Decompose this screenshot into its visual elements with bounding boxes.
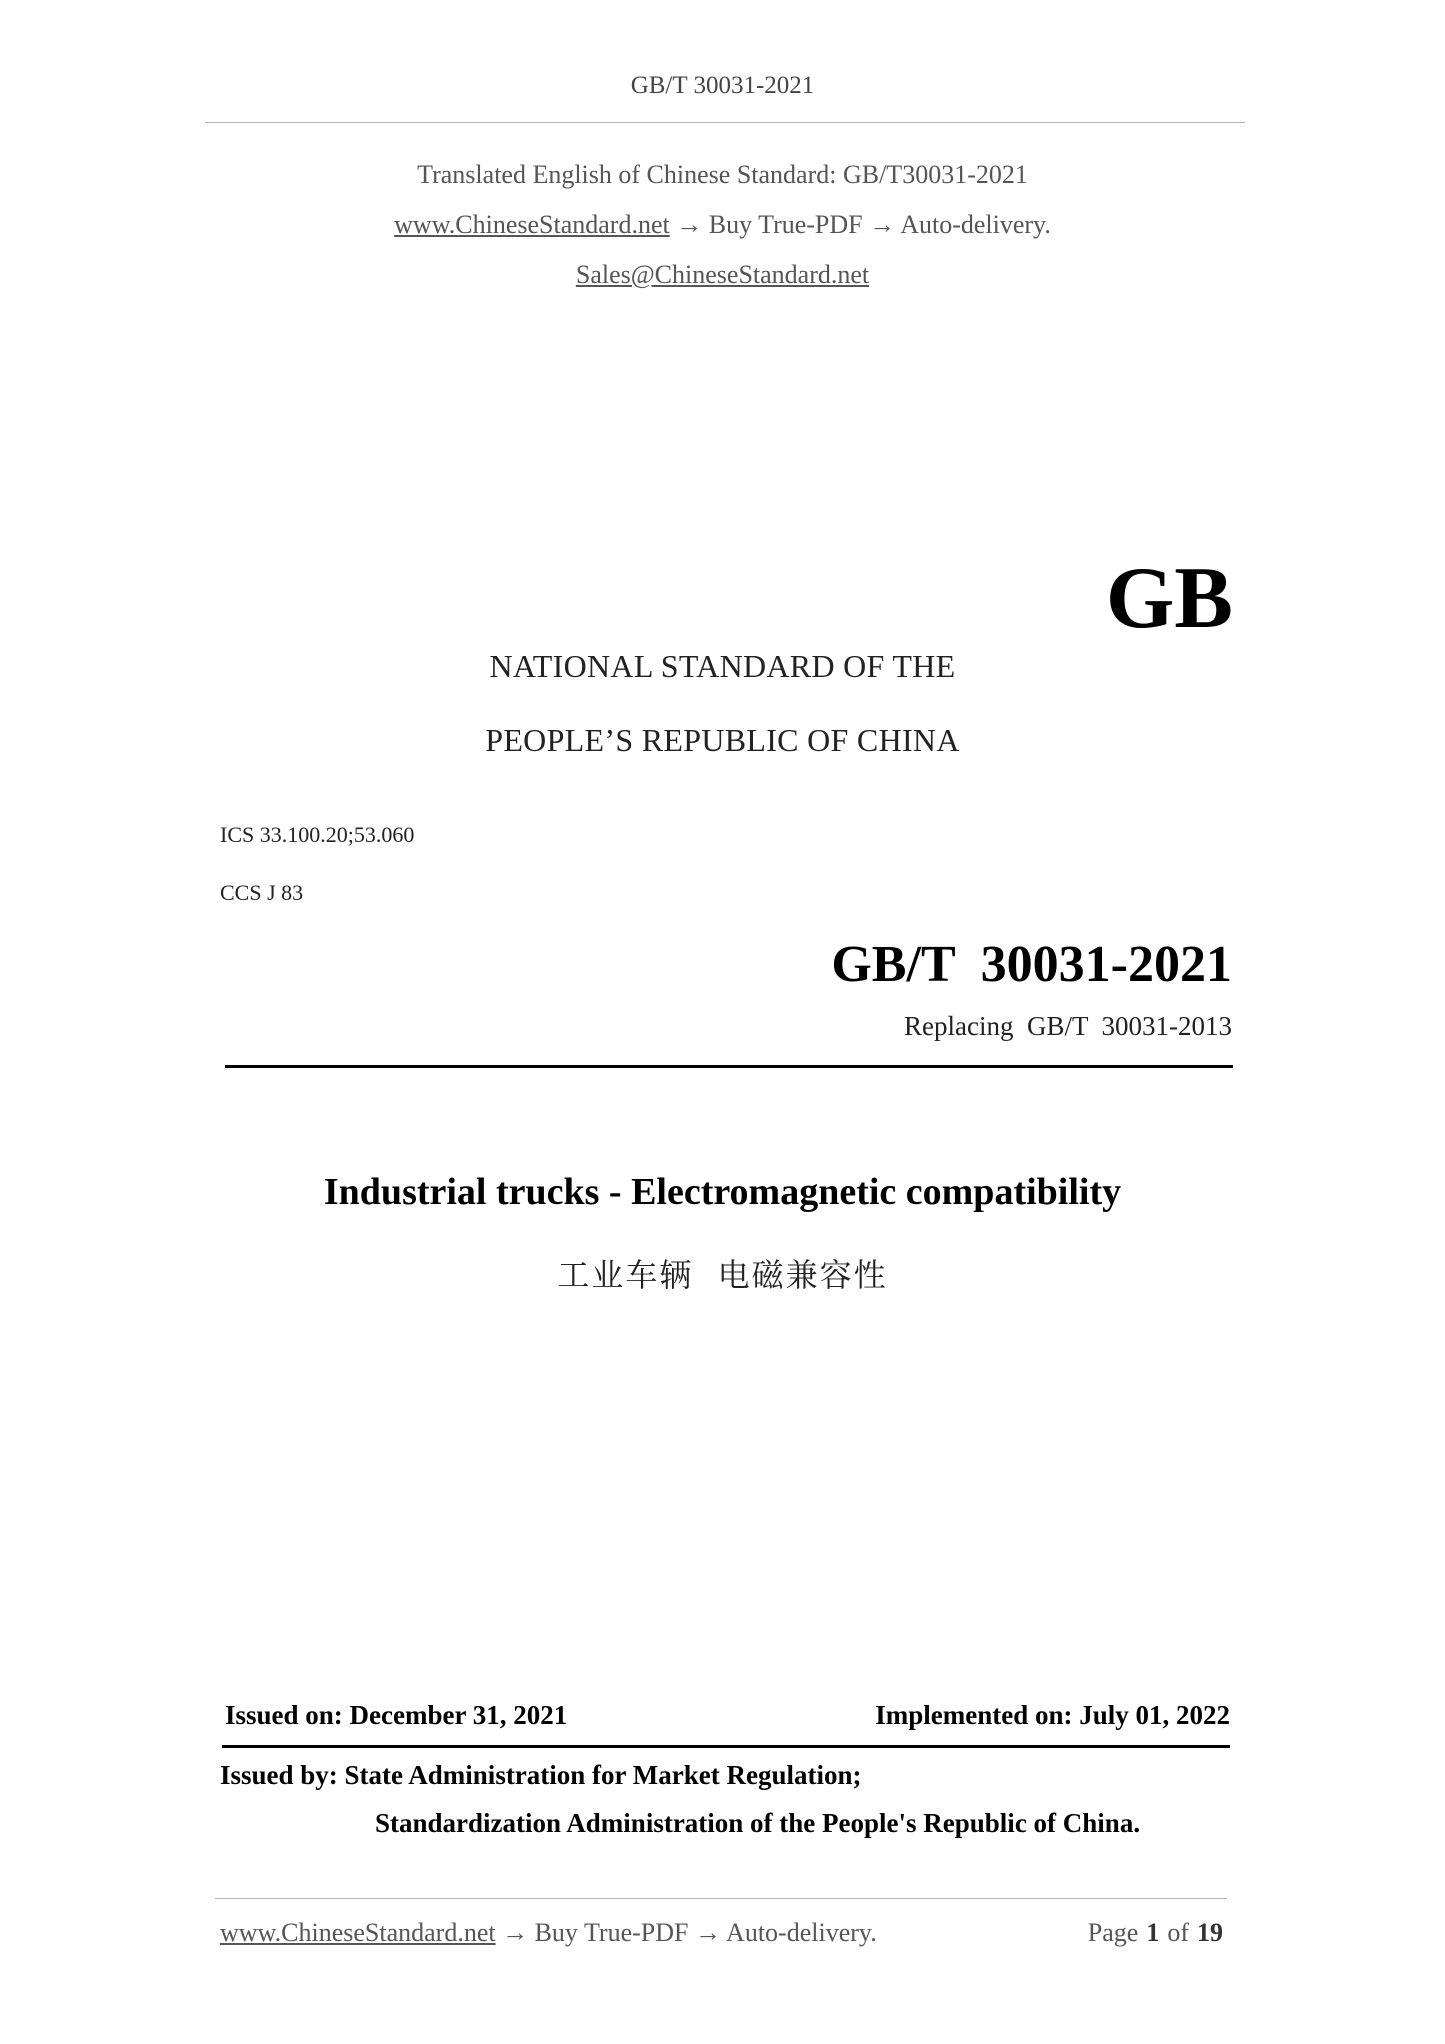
footer-website-link[interactable]: www.ChineseStandard.net (220, 1918, 496, 1947)
website-link[interactable]: www.ChineseStandard.net (394, 210, 670, 239)
implemented-on-date: Implemented on: July 01, 2022 (875, 1700, 1230, 1730)
email-link[interactable]: Sales@ChineseStandard.net (575, 260, 870, 289)
purchase-notice (0, 210, 1445, 240)
email-line (0, 260, 1445, 290)
issued-on-date: Issued on: December 31, 2021 (225, 1700, 568, 1730)
issued-by-line1: Issued by: State Administration for Market Regulation; (220, 1760, 862, 1790)
header-divider (205, 122, 1245, 123)
page-indicator (1088, 1918, 1223, 1948)
footer-purchase (220, 1918, 877, 1948)
replacing-standard: Replacing GB/T 30031-2013 (904, 1011, 1232, 1041)
running-header: GB/T 30031-2021 (630, 72, 815, 99)
dates-divider (222, 1745, 1230, 1748)
title-english: Industrial trucks - Electromagnetic compatibility (323, 1171, 1122, 1213)
title-divider (225, 1065, 1233, 1068)
national-standard-line1: NATIONAL STANDARD OF THE (489, 648, 956, 684)
ics-code: ICS 33.100.20;53.060 (220, 822, 415, 847)
ccs-code: CCS J 83 (220, 880, 304, 905)
page-current: 1 (1146, 1918, 1160, 1947)
footer-divider (215, 1898, 1227, 1899)
title-chinese: 工业车辆 电磁兼容性 (557, 1256, 888, 1294)
page-label: Page (1087, 1918, 1139, 1947)
gb-mark: GB (1105, 550, 1233, 647)
purchase-text: → Buy True-PDF → Auto-delivery. (669, 210, 1051, 239)
national-standard-line2: PEOPLE’S REPUBLIC OF CHINA (485, 722, 960, 758)
footer-purchase-text: → Buy True-PDF → Auto-delivery. (495, 1918, 877, 1947)
page-of: of (1167, 1918, 1189, 1947)
issued-by-line2: Standardization Administration of the People's Republic of China. (375, 1808, 1141, 1838)
standard-number: GB/T 30031-2021 (831, 936, 1232, 993)
translation-notice: Translated English of Chinese Standard: GB/T30031-2021 (417, 160, 1028, 189)
page-total: 19 (1197, 1918, 1223, 1947)
